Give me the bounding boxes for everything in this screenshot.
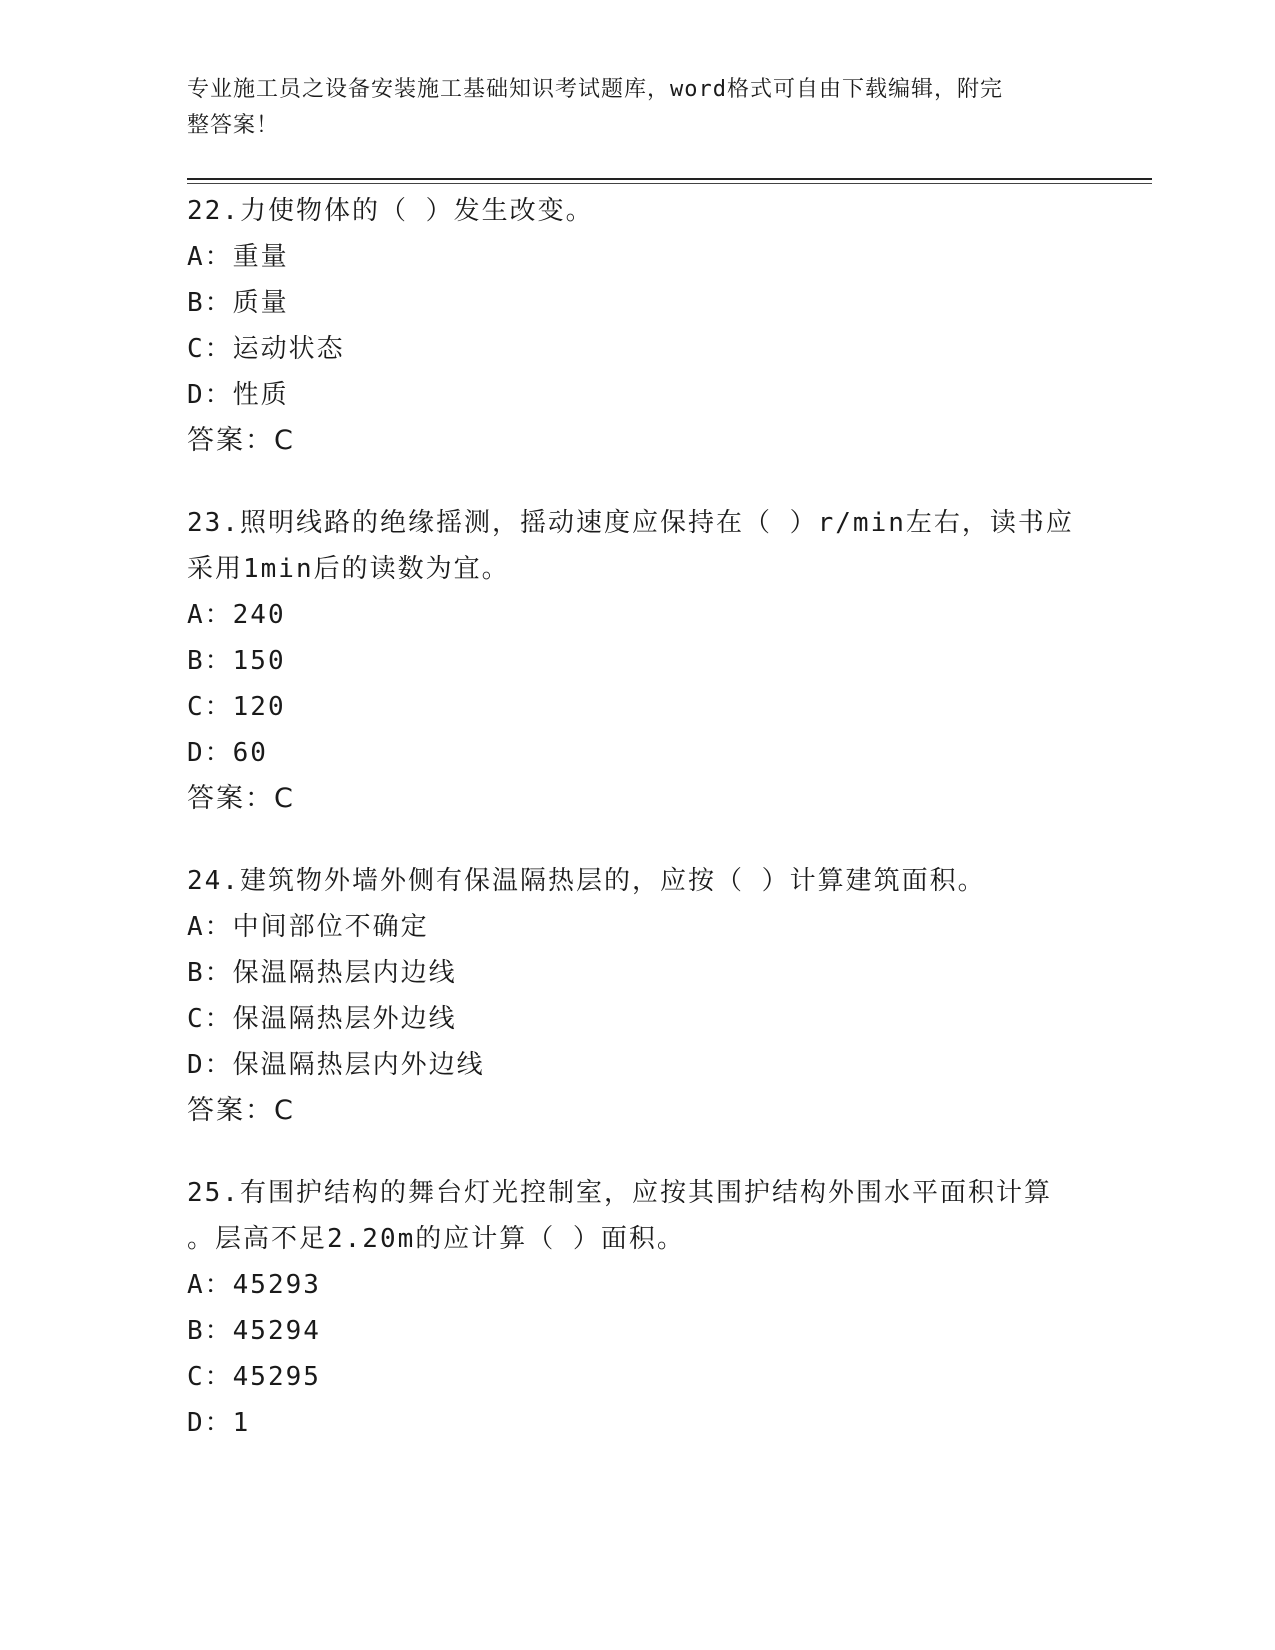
answer: 答案：C: [187, 783, 295, 814]
question-25: [187, 1170, 1087, 1446]
option-a: A：240: [187, 600, 286, 630]
question-stem: 24.建筑物外墙外侧有保温隔热层的，应按（ ）计算建筑面积。: [187, 866, 986, 896]
option-c: C：120: [187, 692, 286, 722]
option-b: B：保温隔热层内边线: [187, 958, 457, 988]
option-b: B：150: [187, 646, 286, 676]
answer: 答案：C: [187, 1095, 295, 1126]
question-23: [187, 500, 1087, 822]
question-stem-line-1: 25.有围护结构的舞台灯光控制室，应按其围护结构外围水平面积计算: [187, 1178, 1052, 1208]
question-stem-line-2: 。层高不足2.20m的应计算（ ）面积。: [187, 1224, 685, 1254]
option-d: D：60: [187, 738, 268, 768]
question-stem-line-2: 采用1min后的读数为宜。: [187, 554, 510, 584]
question-list: [187, 188, 1087, 1470]
question-22: [187, 188, 1087, 464]
option-d: D：1: [187, 1408, 251, 1438]
header-divider-thick: [187, 178, 1152, 180]
option-c: C：45295: [187, 1362, 321, 1392]
option-a: A：重量: [187, 242, 289, 272]
question-stem: 22.力使物体的（ ）发生改变。: [187, 196, 594, 226]
document-header: [187, 72, 1087, 144]
header-line-2: 整答案！: [187, 113, 280, 138]
header-divider-thin: [187, 183, 1152, 184]
option-d: D：性质: [187, 380, 289, 410]
option-b: B：45294: [187, 1316, 321, 1346]
question-24: [187, 858, 1087, 1134]
option-a: A：45293: [187, 1270, 321, 1300]
header-line-1: 专业施工员之设备安装施工基础知识考试题库，word格式可自由下载编辑，附完: [187, 77, 1003, 102]
option-c: C：运动状态: [187, 334, 345, 364]
option-b: B：质量: [187, 288, 289, 318]
option-a: A：中间部位不确定: [187, 912, 429, 942]
answer: 答案：C: [187, 425, 295, 456]
option-c: C：保温隔热层外边线: [187, 1004, 457, 1034]
option-d: D：保温隔热层内外边线: [187, 1050, 485, 1080]
question-stem-line-1: 23.照明线路的绝缘摇测，摇动速度应保持在（ ）r/min左右，读书应: [187, 508, 1074, 538]
